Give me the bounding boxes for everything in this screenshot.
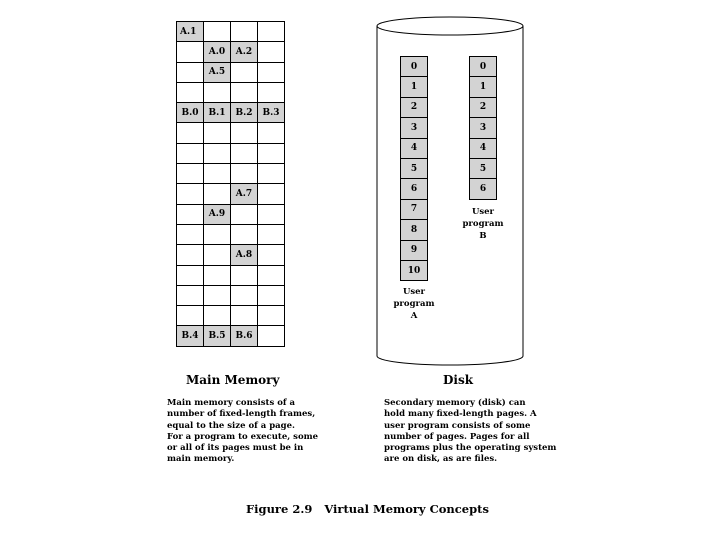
memory-frame-empty	[258, 184, 285, 204]
program-a-label-line: A	[410, 311, 418, 321]
memory-frame-empty	[231, 22, 258, 42]
program-a-label-line: program	[393, 299, 435, 309]
program-a-page: 2	[401, 98, 428, 118]
program-b-page: 0	[470, 57, 497, 77]
figure-title: Virtual Memory Concepts	[324, 502, 489, 516]
memory-frame-empty	[177, 123, 204, 143]
program-b-page: 5	[470, 159, 497, 179]
caption-line: hold many fixed-length pages. A	[384, 409, 537, 420]
memory-frame-b-6: B.6	[231, 326, 258, 346]
caption-line: For a program to execute, some	[167, 431, 319, 442]
memory-frame-empty	[177, 306, 204, 326]
memory-frame-empty	[204, 306, 231, 326]
memory-frame-empty	[204, 245, 231, 265]
program-a-page: 4	[401, 139, 428, 159]
memory-frame-b-5: B.5	[204, 326, 231, 346]
program-b-label-line: B	[479, 231, 487, 241]
memory-frame-b-2: B.2	[231, 103, 258, 123]
memory-frame-empty	[204, 144, 231, 164]
memory-frame-empty	[204, 225, 231, 245]
program-b-page: 3	[470, 118, 497, 138]
memory-frame-empty	[204, 286, 231, 306]
memory-frame-empty	[258, 164, 285, 184]
memory-frame-empty	[177, 63, 204, 83]
program-a-page: 10	[401, 261, 428, 281]
memory-frame-empty	[258, 326, 285, 346]
program-a-page: 9	[401, 241, 428, 261]
caption-line: main memory.	[167, 454, 235, 465]
caption-line: number of fixed-length frames,	[167, 409, 316, 420]
program-a-page: 5	[401, 159, 428, 179]
main-memory-grid	[176, 21, 285, 347]
program-b-page: 1	[470, 77, 497, 97]
memory-frame-empty	[231, 123, 258, 143]
memory-frame-empty	[177, 266, 204, 286]
memory-frame-a-8: A.8	[231, 245, 258, 265]
memory-frame-empty	[231, 286, 258, 306]
memory-frame-a-7: A.7	[231, 184, 258, 204]
caption-line: user program consists of some	[384, 420, 531, 431]
memory-frame-empty	[258, 205, 285, 225]
memory-frame-b-0: B.0	[177, 103, 204, 123]
main-memory-caption	[167, 398, 318, 466]
memory-frame-b-3: B.3	[258, 103, 285, 123]
disk-title: Disk	[443, 373, 474, 387]
caption-line: are on disk, as are files.	[384, 454, 498, 465]
program-a-page: 3	[401, 118, 428, 138]
memory-frame-empty	[258, 83, 285, 103]
caption-line: or all of its pages must be in	[167, 443, 304, 454]
program-a-page: 6	[401, 179, 428, 199]
program-a-label	[384, 286, 444, 322]
memory-frame-empty	[204, 184, 231, 204]
memory-frame-empty	[258, 42, 285, 62]
memory-frame-empty	[231, 83, 258, 103]
memory-frame-empty	[204, 123, 231, 143]
memory-frame-empty	[258, 306, 285, 326]
memory-frame-b-1: B.1	[204, 103, 231, 123]
memory-frame-empty	[231, 164, 258, 184]
program-b-label-line: User	[471, 207, 495, 217]
memory-frame-empty	[231, 205, 258, 225]
memory-frame-empty	[258, 22, 285, 42]
disk-caption	[384, 398, 556, 466]
memory-frame-empty	[177, 42, 204, 62]
memory-frame-empty	[231, 225, 258, 245]
memory-frame-a-1: A.1	[177, 22, 204, 42]
memory-frame-empty	[258, 245, 285, 265]
program-b-page: 4	[470, 139, 497, 159]
memory-frame-empty	[177, 245, 204, 265]
memory-frame-a-9: A.9	[204, 205, 231, 225]
memory-frame-empty	[204, 83, 231, 103]
figure-caption	[246, 502, 489, 516]
caption-line: number of pages. Pages for all	[384, 431, 530, 442]
program-b-label	[453, 206, 513, 242]
program-b-pages	[469, 56, 497, 200]
memory-frame-empty	[204, 266, 231, 286]
memory-frame-empty	[258, 286, 285, 306]
program-a-page: 8	[401, 220, 428, 240]
memory-frame-empty	[177, 184, 204, 204]
memory-frame-empty	[258, 63, 285, 83]
memory-frame-empty	[204, 164, 231, 184]
caption-line: Main memory consists of a	[167, 398, 296, 408]
memory-frame-empty	[177, 83, 204, 103]
memory-frame-empty	[177, 225, 204, 245]
memory-frame-empty	[231, 63, 258, 83]
memory-frame-a-0: A.0	[204, 42, 231, 62]
memory-frame-empty	[231, 266, 258, 286]
memory-frame-empty	[258, 225, 285, 245]
caption-line: programs plus the operating system	[384, 443, 557, 454]
memory-frame-b-4: B.4	[177, 326, 204, 346]
caption-line: equal to the size of a page.	[167, 420, 295, 431]
program-a-page: 0	[401, 57, 428, 77]
memory-frame-empty	[231, 306, 258, 326]
memory-frame-empty	[258, 266, 285, 286]
program-b-label-line: program	[462, 219, 504, 229]
program-a-pages	[400, 56, 428, 281]
memory-frame-empty	[177, 164, 204, 184]
figure-number: Figure 2.9	[246, 502, 313, 516]
memory-frame-empty	[231, 144, 258, 164]
memory-frame-a-2: A.2	[231, 42, 258, 62]
memory-frame-empty	[258, 123, 285, 143]
memory-frame-a-5: A.5	[204, 63, 231, 83]
memory-frame-empty	[258, 144, 285, 164]
main-memory-title: Main Memory	[186, 373, 280, 387]
memory-frame-empty	[177, 144, 204, 164]
program-a-page: 1	[401, 77, 428, 97]
memory-frame-empty	[177, 205, 204, 225]
memory-frame-empty	[204, 22, 231, 42]
program-a-page: 7	[401, 200, 428, 220]
memory-frame-empty	[177, 286, 204, 306]
program-b-page: 6	[470, 179, 497, 199]
program-a-label-line: User	[402, 287, 426, 297]
program-b-page: 2	[470, 98, 497, 118]
caption-line: Secondary memory (disk) can	[384, 398, 526, 408]
